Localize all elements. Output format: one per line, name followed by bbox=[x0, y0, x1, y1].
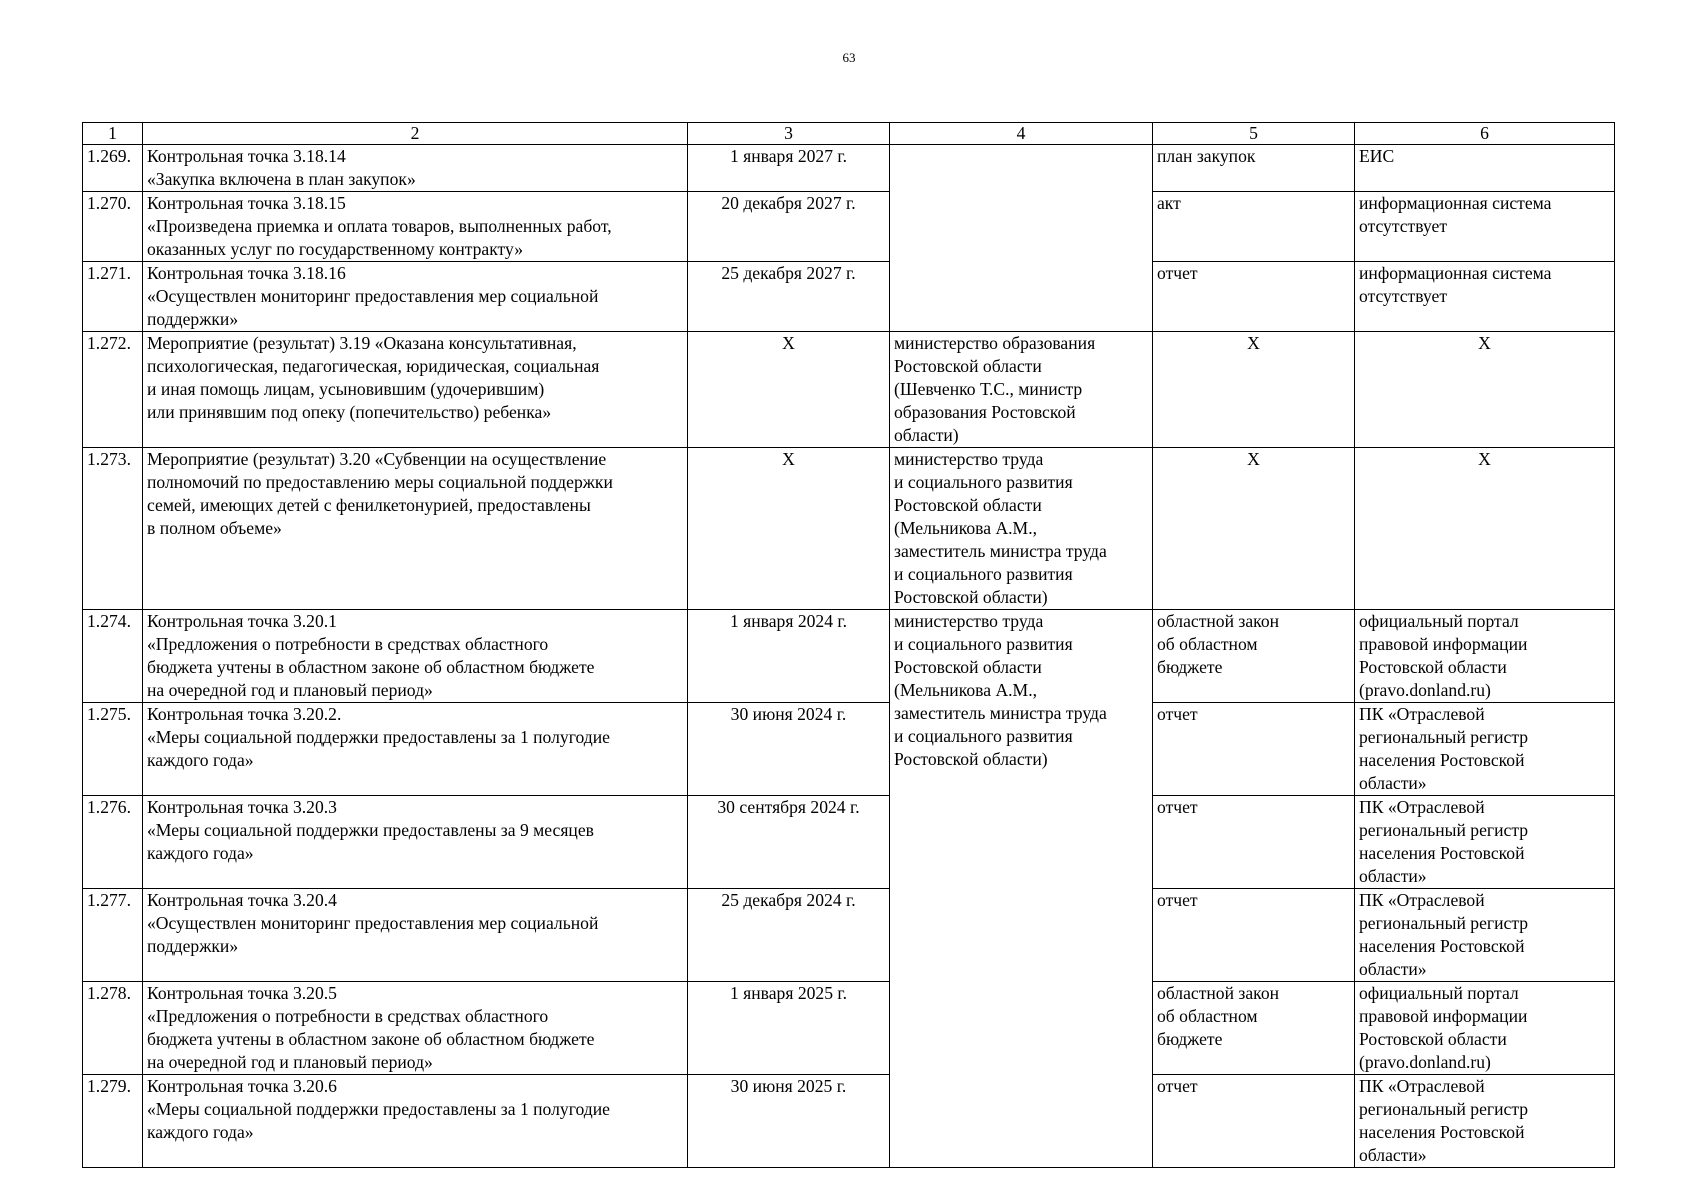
description-line: семей, имеющих детей с фенилкетонурией, предоставлены bbox=[147, 495, 591, 515]
row-number: 1.270. bbox=[83, 192, 143, 262]
description-line: Контрольная точка 3.20.5 bbox=[147, 983, 337, 1003]
description-line: в полном объеме» bbox=[147, 518, 282, 538]
row-number: 1.279. bbox=[83, 1075, 143, 1168]
system-line: информационная система bbox=[1359, 263, 1552, 283]
row-responsible-empty bbox=[890, 145, 1153, 332]
row-date: 1 января 2024 г. bbox=[688, 610, 890, 703]
description-line: каждого года» bbox=[147, 750, 254, 770]
document-line: бюджете bbox=[1157, 1029, 1223, 1049]
description-line: Мероприятие (результат) 3.19 «Оказана консультативная, bbox=[147, 333, 577, 353]
document-line: отчет bbox=[1157, 890, 1198, 910]
row-description bbox=[143, 262, 688, 332]
row-description bbox=[143, 703, 688, 796]
row-document bbox=[1153, 332, 1355, 448]
row-info-system bbox=[1355, 448, 1615, 610]
description-line: полномочий по предоставлению меры социальной поддержки bbox=[147, 472, 613, 492]
responsible-line: (Мельникова А.М., bbox=[894, 518, 1037, 538]
row-number: 1.269. bbox=[83, 145, 143, 192]
system-line: Ростовской области bbox=[1359, 657, 1507, 677]
row-description bbox=[143, 889, 688, 982]
row-number: 1.272. bbox=[83, 332, 143, 448]
system-line: Ростовской области bbox=[1359, 1029, 1507, 1049]
document-line: акт bbox=[1157, 193, 1181, 213]
system-line: области» bbox=[1359, 959, 1427, 979]
row-date: 30 июня 2024 г. bbox=[688, 703, 890, 796]
document-line: план закупок bbox=[1157, 146, 1256, 166]
row-date: 25 декабря 2027 г. bbox=[688, 262, 890, 332]
description-line: «Закупка включена в план закупок» bbox=[147, 169, 416, 189]
row-description bbox=[143, 145, 688, 192]
system-line: Х bbox=[1478, 333, 1491, 353]
system-line: (pravo.donland.ru) bbox=[1359, 680, 1491, 700]
row-responsible bbox=[890, 448, 1153, 610]
description-line: «Меры социальной поддержки предоставлены за 1 полугодие bbox=[147, 1099, 610, 1119]
row-document bbox=[1153, 982, 1355, 1075]
document-line: об областном bbox=[1157, 634, 1258, 654]
description-line: каждого года» bbox=[147, 1122, 254, 1142]
row-date: Х bbox=[688, 332, 890, 448]
system-line: официальный портал bbox=[1359, 611, 1519, 631]
system-line: ЕИС bbox=[1359, 146, 1395, 166]
row-info-system bbox=[1355, 703, 1615, 796]
system-line: официальный портал bbox=[1359, 983, 1519, 1003]
responsible-line: и социального развития bbox=[894, 726, 1073, 746]
system-line: населения Ростовской bbox=[1359, 1122, 1525, 1142]
column-header-3: 3 bbox=[688, 123, 890, 145]
row-document bbox=[1153, 796, 1355, 889]
document-line: Х bbox=[1247, 333, 1260, 353]
description-line: «Осуществлен мониторинг предоставления мер социальной bbox=[147, 913, 599, 933]
row-date: 30 сентября 2024 г. bbox=[688, 796, 890, 889]
table-row bbox=[83, 192, 1615, 262]
header-row bbox=[83, 123, 1615, 145]
row-info-system bbox=[1355, 889, 1615, 982]
row-info-system bbox=[1355, 982, 1615, 1075]
document-line: отчет bbox=[1157, 797, 1198, 817]
responsible-line: и социального развития bbox=[894, 564, 1073, 584]
row-number: 1.276. bbox=[83, 796, 143, 889]
system-line: населения Ростовской bbox=[1359, 936, 1525, 956]
table-row bbox=[83, 889, 1615, 982]
responsible-line: (Шевченко Т.С., министр bbox=[894, 379, 1083, 399]
table-row bbox=[83, 796, 1615, 889]
responsible-line: Ростовской области bbox=[894, 356, 1042, 376]
description-line: «Произведена приемка и оплата товаров, выполненных работ, bbox=[147, 216, 612, 236]
responsible-line: заместитель министра труда bbox=[894, 541, 1107, 561]
row-info-system bbox=[1355, 1075, 1615, 1168]
row-responsible bbox=[890, 610, 1153, 1168]
system-line: региональный регистр bbox=[1359, 1099, 1529, 1119]
system-line: региональный регистр bbox=[1359, 727, 1529, 747]
table-row bbox=[83, 448, 1615, 610]
description-line: Контрольная точка 3.20.2. bbox=[147, 704, 342, 724]
column-header-1: 1 bbox=[83, 123, 143, 145]
plan-table bbox=[82, 122, 1615, 1168]
row-document bbox=[1153, 703, 1355, 796]
row-description bbox=[143, 448, 688, 610]
row-info-system bbox=[1355, 610, 1615, 703]
responsible-line: Ростовской области) bbox=[894, 749, 1048, 769]
responsible-line: Ростовской области) bbox=[894, 587, 1048, 607]
description-line: Контрольная точка 3.20.4 bbox=[147, 890, 337, 910]
description-line: бюджета учтены в областном законе об областном бюджете bbox=[147, 657, 595, 677]
document-line: об областном bbox=[1157, 1006, 1258, 1026]
row-date: 20 декабря 2027 г. bbox=[688, 192, 890, 262]
system-line: отсутствует bbox=[1359, 216, 1448, 236]
description-line: Контрольная точка 3.18.14 bbox=[147, 146, 346, 166]
row-description bbox=[143, 796, 688, 889]
system-line: (pravo.donland.ru) bbox=[1359, 1052, 1491, 1072]
table-row bbox=[83, 1075, 1615, 1168]
column-header-2: 2 bbox=[143, 123, 688, 145]
column-header-6: 6 bbox=[1355, 123, 1615, 145]
description-line: или принявшим под опеку (попечительство) ребенка» bbox=[147, 402, 552, 422]
responsible-line: и социального развития bbox=[894, 634, 1073, 654]
description-line: оказанных услуг по государственному контракту» bbox=[147, 239, 524, 259]
responsible-line: области) bbox=[894, 425, 959, 445]
system-line: ПК «Отраслевой bbox=[1359, 1076, 1485, 1096]
row-document bbox=[1153, 610, 1355, 703]
description-line: «Осуществлен мониторинг предоставления мер социальной bbox=[147, 286, 599, 306]
row-info-system bbox=[1355, 192, 1615, 262]
description-line: Контрольная точка 3.18.15 bbox=[147, 193, 346, 213]
responsible-line: министерство труда bbox=[894, 449, 1044, 469]
table-row bbox=[83, 145, 1615, 192]
system-line: правовой информации bbox=[1359, 634, 1528, 654]
row-description bbox=[143, 332, 688, 448]
row-document bbox=[1153, 1075, 1355, 1168]
description-line: Контрольная точка 3.18.16 bbox=[147, 263, 346, 283]
responsible-line: министерство труда bbox=[894, 611, 1044, 631]
row-number: 1.275. bbox=[83, 703, 143, 796]
row-document bbox=[1153, 192, 1355, 262]
description-line: поддержки» bbox=[147, 309, 239, 329]
document-line: Х bbox=[1247, 449, 1260, 469]
column-header-5: 5 bbox=[1153, 123, 1355, 145]
table-row bbox=[83, 332, 1615, 448]
description-line: «Предложения о потребности в средствах областного bbox=[147, 1006, 549, 1026]
row-number: 1.271. bbox=[83, 262, 143, 332]
description-line: Контрольная точка 3.20.6 bbox=[147, 1076, 337, 1096]
description-line: и иная помощь лицам, усыновившим (удочерившим) bbox=[147, 379, 545, 399]
row-document bbox=[1153, 145, 1355, 192]
system-line: информационная система bbox=[1359, 193, 1552, 213]
system-line: области» bbox=[1359, 773, 1427, 793]
row-number: 1.277. bbox=[83, 889, 143, 982]
system-line: региональный регистр bbox=[1359, 913, 1529, 933]
description-line: Контрольная точка 3.20.1 bbox=[147, 611, 337, 631]
system-line: области» bbox=[1359, 866, 1427, 886]
description-line: Контрольная точка 3.20.3 bbox=[147, 797, 337, 817]
document-line: областной закон bbox=[1157, 983, 1280, 1003]
responsible-line: заместитель министра труда bbox=[894, 703, 1107, 723]
row-number: 1.273. bbox=[83, 448, 143, 610]
table-row bbox=[83, 610, 1615, 703]
row-number: 1.274. bbox=[83, 610, 143, 703]
description-line: «Меры социальной поддержки предоставлены за 9 месяцев bbox=[147, 820, 594, 840]
description-line: Мероприятие (результат) 3.20 «Субвенции на осуществление bbox=[147, 449, 607, 469]
description-line: «Предложения о потребности в средствах областного bbox=[147, 634, 549, 654]
row-info-system bbox=[1355, 262, 1615, 332]
system-line: Х bbox=[1478, 449, 1491, 469]
row-responsible bbox=[890, 332, 1153, 448]
system-line: населения Ростовской bbox=[1359, 843, 1525, 863]
row-date: 1 января 2025 г. bbox=[688, 982, 890, 1075]
column-header-4: 4 bbox=[890, 123, 1153, 145]
row-document bbox=[1153, 889, 1355, 982]
document-line: отчет bbox=[1157, 704, 1198, 724]
system-line: ПК «Отраслевой bbox=[1359, 797, 1485, 817]
document-line: отчет bbox=[1157, 1076, 1198, 1096]
description-line: каждого года» bbox=[147, 843, 254, 863]
responsible-line: Ростовской области bbox=[894, 495, 1042, 515]
description-line: поддержки» bbox=[147, 936, 239, 956]
row-description bbox=[143, 982, 688, 1075]
row-description bbox=[143, 610, 688, 703]
row-document bbox=[1153, 448, 1355, 610]
description-line: бюджета учтены в областном законе об областном бюджете bbox=[147, 1029, 595, 1049]
responsible-line: министерство образования bbox=[894, 333, 1096, 353]
responsible-line: (Мельникова А.М., bbox=[894, 680, 1037, 700]
description-line: психологическая, педагогическая, юридическая, социальная bbox=[147, 356, 600, 376]
row-info-system bbox=[1355, 796, 1615, 889]
responsible-line: и социального развития bbox=[894, 472, 1073, 492]
row-date: Х bbox=[688, 448, 890, 610]
system-line: региональный регистр bbox=[1359, 820, 1529, 840]
description-line: на очередной год и плановый период» bbox=[147, 680, 433, 700]
row-date: 25 декабря 2024 г. bbox=[688, 889, 890, 982]
system-line: ПК «Отраслевой bbox=[1359, 704, 1485, 724]
system-line: ПК «Отраслевой bbox=[1359, 890, 1485, 910]
description-line: «Меры социальной поддержки предоставлены за 1 полугодие bbox=[147, 727, 610, 747]
row-info-system bbox=[1355, 332, 1615, 448]
system-line: правовой информации bbox=[1359, 1006, 1528, 1026]
row-date: 1 января 2027 г. bbox=[688, 145, 890, 192]
table-row bbox=[83, 703, 1615, 796]
page-number: 63 bbox=[842, 50, 856, 65]
responsible-line: образования Ростовской bbox=[894, 402, 1076, 422]
document-line: бюджете bbox=[1157, 657, 1223, 677]
table-row bbox=[83, 262, 1615, 332]
row-info-system bbox=[1355, 145, 1615, 192]
system-line: населения Ростовской bbox=[1359, 750, 1525, 770]
row-date: 30 июня 2025 г. bbox=[688, 1075, 890, 1168]
document-line: областной закон bbox=[1157, 611, 1280, 631]
system-line: отсутствует bbox=[1359, 286, 1448, 306]
document-line: отчет bbox=[1157, 263, 1198, 283]
row-document bbox=[1153, 262, 1355, 332]
table-row bbox=[83, 982, 1615, 1075]
description-line: на очередной год и плановый период» bbox=[147, 1052, 433, 1072]
row-description bbox=[143, 1075, 688, 1168]
system-line: области» bbox=[1359, 1145, 1427, 1165]
responsible-line: Ростовской области bbox=[894, 657, 1042, 677]
row-description bbox=[143, 192, 688, 262]
row-number: 1.278. bbox=[83, 982, 143, 1075]
